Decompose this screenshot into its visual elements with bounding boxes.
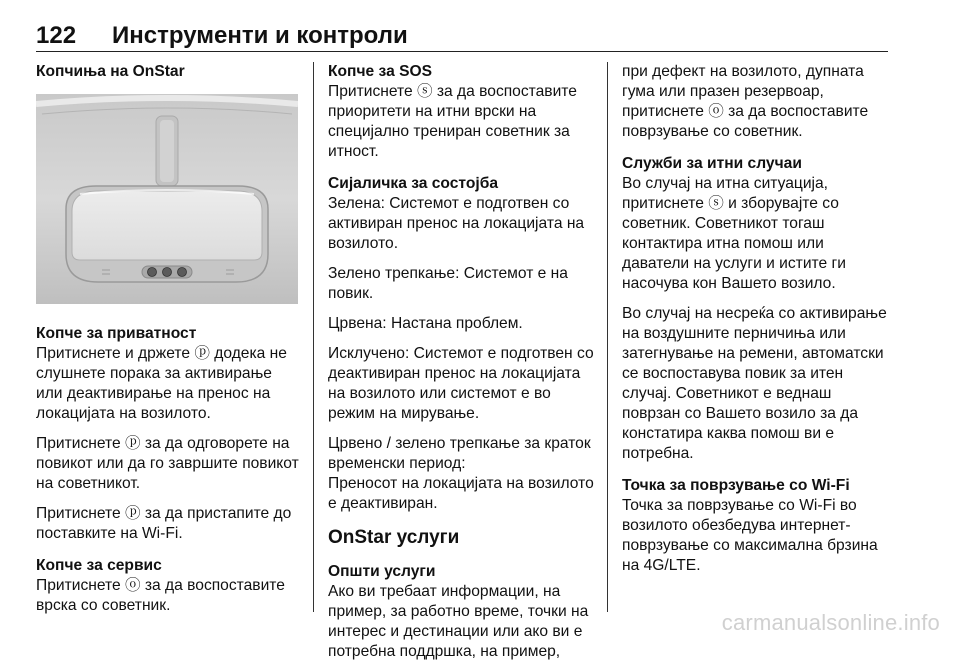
wifi-hotspot-paragraph: Точка за поврзување со Wi-Fi во возилото обезбедува интернет-поврзување со максимална брзина на 4G/LTE. [622,497,878,574]
emergency-services-heading: Служби за итни случаи [622,155,802,172]
general-services-paragraph: Ако ви требаат информации, на пример, за работно време, точки на интерес и дестинации или ако ви е потребна поддршка, на пример, [328,583,589,660]
rearview-mirror-illustration [36,94,298,304]
watermark: carmanualsonline.info [721,610,940,635]
column-1 [36,62,300,626]
sos-paragraph-1: Притиснете ⓢ за да воспоставите приоритети на итни врски на специјално трениран советник за итност. [328,83,577,160]
emergency-paragraph-1: Во случај на итна ситуација, притиснете ⓢ и зборувајте со советник. Советникот тогаш контактира итна помош или даватели на услуги и истите ги насочува кон Вашето возило. [622,175,846,292]
privacy-paragraph-1: Притиснете и држете ⓟ додека не слушнете порака за активирање или деактивирање на пренос на локацијата на возилото. [36,345,287,422]
general-services-heading: Општи услуги [328,563,436,580]
header-rule [36,51,888,52]
status-off: Исклучено: Системот е подготвен со деактивиран пренос на локацијата на возилото или системот е во режим на мирување. [328,345,594,422]
status-red-green-flashing: Црвено / зелено трепкање за краток временски период: [328,435,591,472]
column-divider-2 [607,62,608,612]
privacy-paragraph-3: Притиснете ⓟ за да пристапите до поставките на Wi-Fi. [36,505,292,542]
section-title: Копчиња на OnStar [36,63,185,80]
status-green-flashing: Зелено трепкање: Системот е на повик. [328,265,568,302]
page-header [36,22,888,52]
sos-button-heading: Копче за SOS [328,63,433,80]
wifi-hotspot-heading: Точка за поврзување со Wi-Fi [622,477,850,494]
status-light-heading: Сијаличка за состојба [328,175,499,192]
chapter-title: Инструменти и контроли [112,22,408,49]
status-green: Зелена: Системот е подготвен со активиран пренос на локацијата на возилото. [328,195,585,252]
privacy-paragraph-2: Притиснете ⓟ за да одговорете на повикот или да го завршите повикот на советникот. [36,435,299,492]
column-divider-1 [313,62,314,612]
status-location-disabled: Преносот на локацијата на возилото е деактивиран. [328,475,594,512]
column-3 [622,62,888,586]
page-number: 122 [36,22,77,49]
mirror-svg [36,94,298,304]
general-services-continuation: при дефект на возилото, дупната гума или празен резервоар, притиснете ⓞ за да воспоставите поврзување со советник. [622,63,869,140]
service-button-heading: Копче за сервис [36,557,162,574]
privacy-button-heading: Копче за приватност [36,325,197,342]
column-2 [328,62,594,672]
service-paragraph-1: Притиснете ⓞ за да воспоставите врска со советник. [36,577,285,614]
status-red: Црвена: Настана проблем. [328,315,523,332]
onstar-services-title: OnStar услуги [328,527,460,548]
emergency-paragraph-2: Во случај на несреќа со активирање на воздушните перничиња или затегнување на ремени, автоматски се воспоставува повик за итен случај. Советникот е веднаш поврзан со Вашето возило за да констатира каква помош ви е потребна. [622,305,887,462]
